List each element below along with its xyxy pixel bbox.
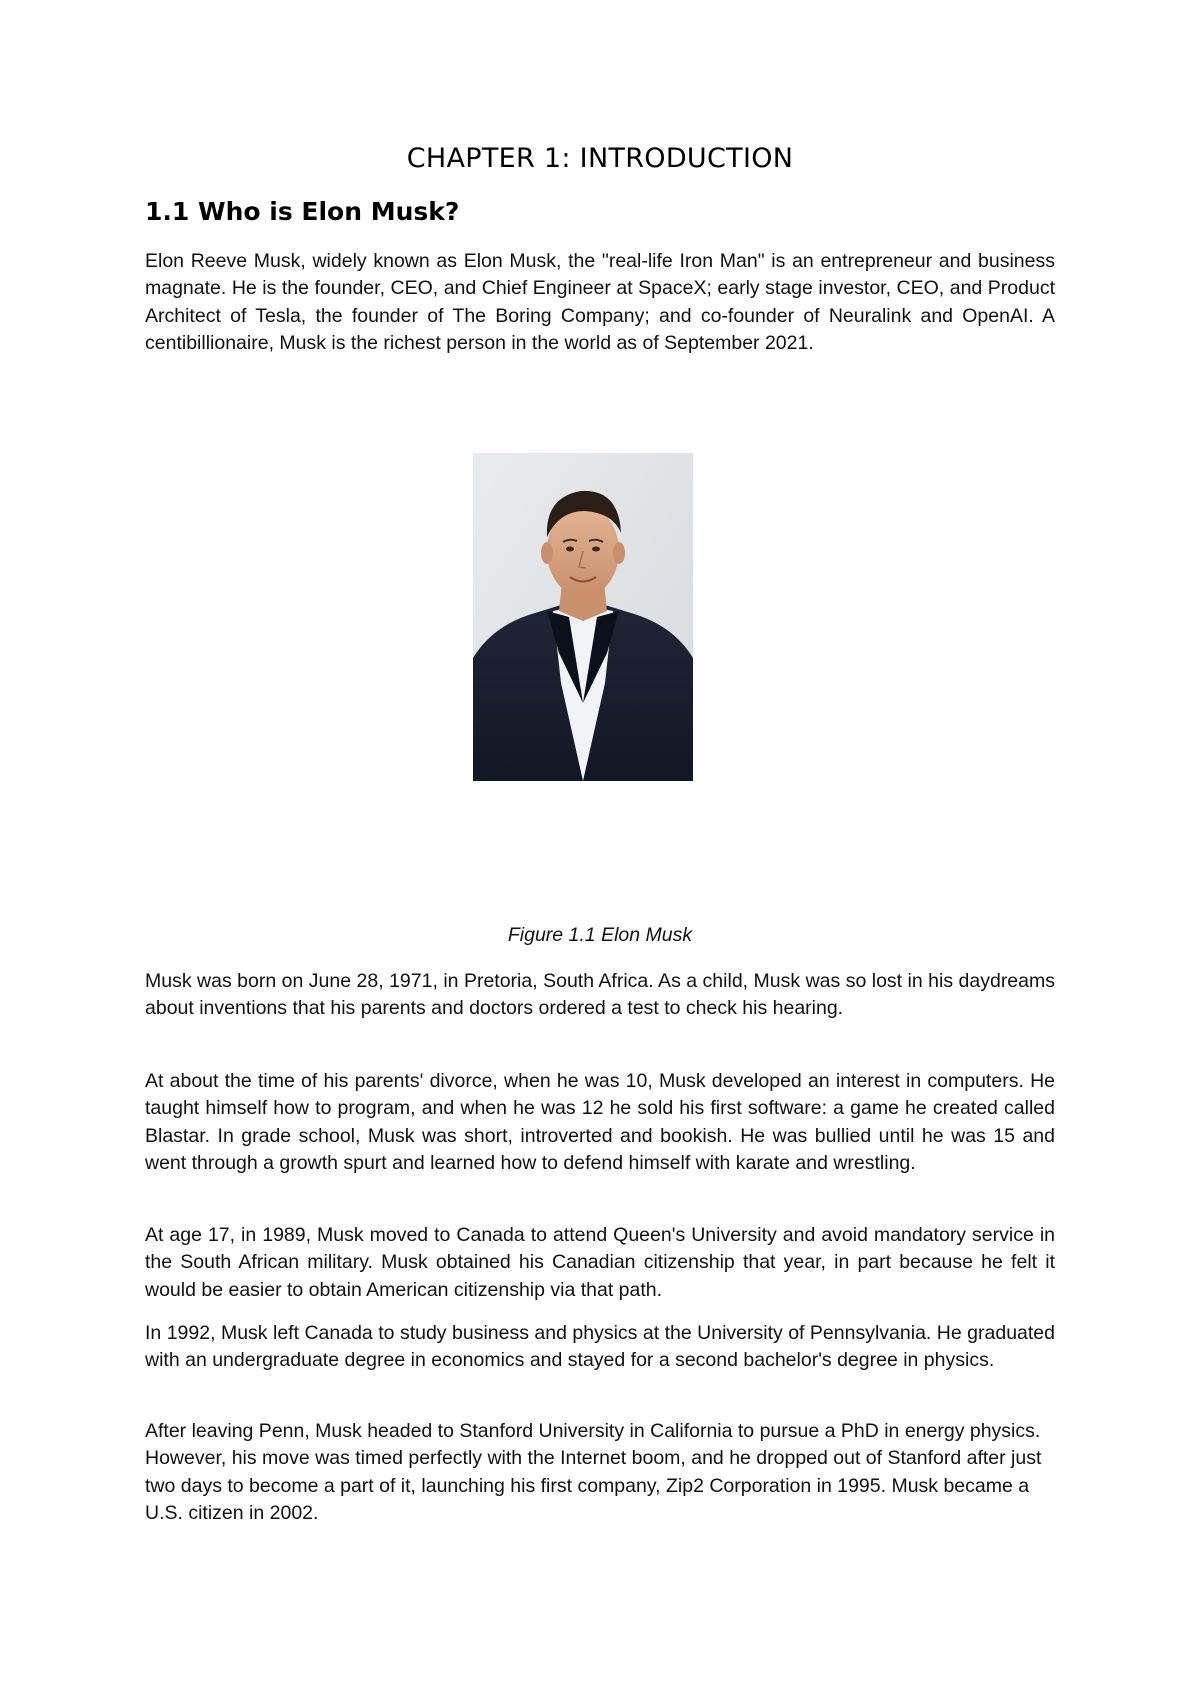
body-paragraph-stanford: After leaving Penn, Musk headed to Stanford University in California to pursue a PhD in energy physics. However, his move was timed perfectly with the Internet boom, and he dropped out of Stanford after just two days to become a part of it, launching his first company, Zip2 Corporation in 1995. Musk became a U.S. citizen in 2002.: [145, 1420, 1042, 1524]
chapter-title: CHAPTER 1: INTRODUCTION: [406, 143, 794, 174]
figure-portrait-photo: [473, 453, 693, 781]
section-title: 1.1 Who is Elon Musk?: [145, 197, 460, 226]
body-paragraph-birth: Musk was born on June 28, 1971, in Pretoria, South Africa. As a child, Musk was so lost in his daydreams about inventions that his parents and doctors ordered a test to check his hearing.: [145, 970, 1055, 1020]
intro-paragraph: Elon Reeve Musk, widely known as Elon Musk, the "real-life Iron Man" is an entrepreneur and business magnate. He is the founder, CEO, and Chief Engineer at SpaceX; early stage investor, CEO, and Product Architect of Tesla, the founder of The Boring Company; and co-founder of Neuralink and OpenAI. A centibillionaire, Musk is the richest person in the world as of September 2021.: [145, 250, 1055, 354]
portrait-photo: [473, 453, 693, 781]
body-paragraph-canada: At age 17, in 1989, Musk moved to Canada to attend Queen's University and avoid mandatory service in the South African military. Musk obtained his Canadian citizenship that year, in part because he felt it would be easier to obtain American citizenship via that path.: [145, 1224, 1055, 1301]
body-paragraph-penn: In 1992, Musk left Canada to study business and physics at the University of Pennsylvania. He graduated with an undergraduate degree in economics and stayed for a second bachelor's degree in physics.: [145, 1322, 1055, 1372]
figure-caption: Figure 1.1 Elon Musk: [507, 924, 693, 946]
body-paragraph-childhood: At about the time of his parents' divorce, when he was 10, Musk developed an interest in computers. He taught himself how to program, and when he was 12 he sold his first software: a game he created called Blastar. In grade school, Musk was short, introverted and bookish. He was bullied until he was 15 and went through a growth spurt and learned how to defend himself with karate and wrestling.: [145, 1070, 1055, 1174]
